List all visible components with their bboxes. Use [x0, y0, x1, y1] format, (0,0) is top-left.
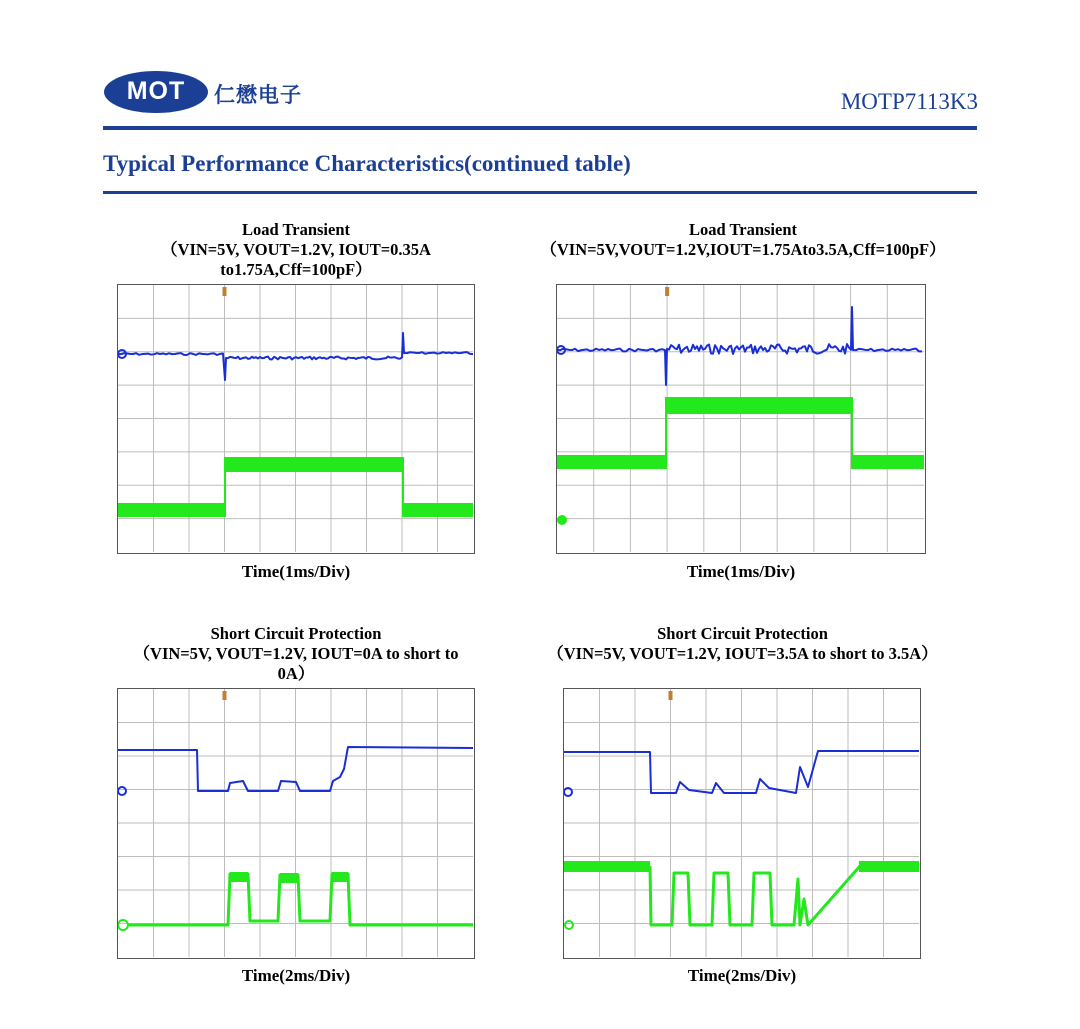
iout-pulse	[280, 873, 298, 883]
chart-subtitle-line: to1.75A,Cff=100pF）	[220, 260, 372, 279]
chart-subtitle-line: （VIN=5V, VOUT=1.2V, IOUT=0A to short to	[133, 644, 459, 663]
chart-title-load-transient-2	[503, 220, 983, 260]
iout-trace-low	[557, 455, 666, 469]
company-name: 仁懋电子	[214, 83, 302, 107]
scope-waveform	[564, 689, 919, 957]
x-axis-label: Time(2ms/Div)	[687, 966, 797, 985]
chart-title-short-circuit-2	[510, 624, 975, 664]
x-axis-label: Time(1ms/Div)	[686, 562, 796, 581]
channel-marker	[557, 515, 567, 525]
chart-title-short-circuit-1	[106, 624, 486, 684]
iout-trace	[128, 874, 473, 925]
chart-subtitle-line: （VIN=5V, VOUT=1.2V, IOUT=3.5A to short to 3.5A）	[547, 644, 938, 663]
scope-waveform	[118, 285, 473, 552]
channel-marker	[565, 921, 573, 929]
section-divider	[103, 191, 977, 194]
iout-trace-high	[666, 397, 852, 414]
chart-subtitle-line: 0A）	[277, 664, 315, 683]
chart-title-load-transient-1	[116, 220, 476, 280]
iout-trace-low	[852, 455, 924, 469]
iout-pulse	[332, 872, 348, 882]
chart-title-line: Short Circuit Protection	[210, 624, 382, 643]
trigger-marker	[223, 287, 227, 296]
chart-title-line: Load Transient	[688, 220, 798, 239]
iout-trace-high	[564, 861, 650, 872]
header-divider	[103, 126, 977, 130]
iout-trace-high	[859, 861, 919, 872]
logo-text: MOT	[126, 77, 186, 105]
x-axis-label: Time(1ms/Div)	[241, 562, 351, 581]
oscilloscope-plot-1	[117, 284, 475, 554]
iout-pulse	[230, 872, 248, 882]
scope-waveform	[118, 689, 473, 957]
oscilloscope-plot-4	[563, 688, 921, 959]
channel-marker	[118, 787, 126, 795]
x-axis-label: Time(2ms/Div)	[241, 966, 351, 985]
chart-subtitle-line: （VIN=5V, VOUT=1.2V, IOUT=0.35A	[161, 240, 431, 259]
iout-trace-low	[403, 503, 473, 517]
trigger-marker	[669, 691, 673, 700]
channel-marker	[118, 920, 128, 930]
iout-trace-low	[118, 503, 225, 517]
iout-trace-high	[225, 457, 403, 472]
part-number: MOTP7113K3	[840, 89, 978, 114]
chart-title-line: Short Circuit Protection	[657, 624, 828, 643]
section-title: Typical Performance Characteristics(continued table)	[103, 151, 631, 176]
chart-subtitle-line: （VIN=5V,VOUT=1.2V,IOUT=1.75Ato3.5A,Cff=100pF）	[540, 240, 946, 259]
trigger-marker	[665, 287, 669, 296]
chart-title-line: Load Transient	[241, 220, 351, 239]
trigger-marker	[223, 691, 227, 700]
scope-waveform	[557, 285, 924, 552]
iout-trace	[650, 866, 860, 925]
oscilloscope-plot-3	[117, 688, 475, 959]
oscilloscope-plot-2	[556, 284, 926, 554]
